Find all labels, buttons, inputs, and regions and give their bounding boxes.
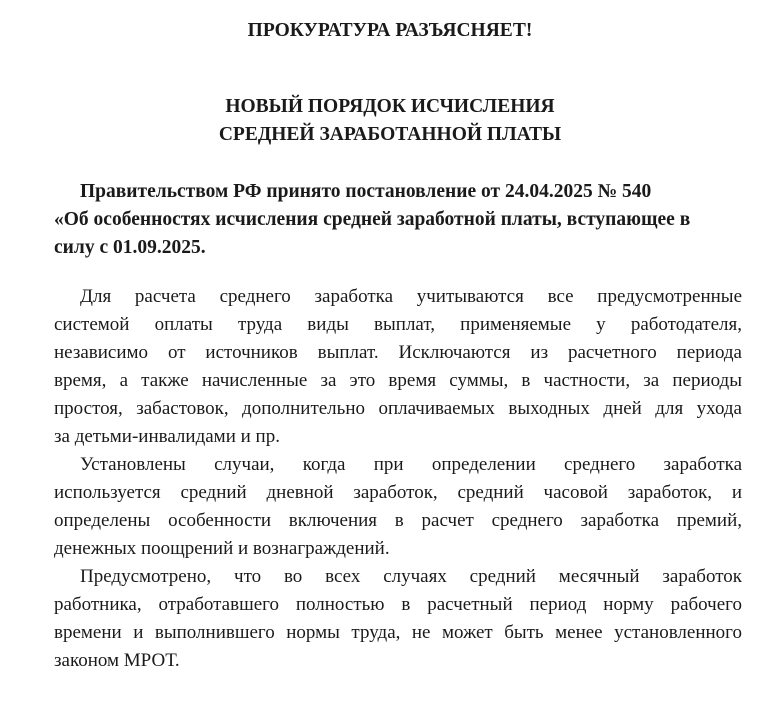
body-paragraph [54, 451, 742, 563]
subtitle-line: СРЕДНЕЙ ЗАРАБОТАННОЙ ПЛАТЫ [218, 124, 562, 145]
paragraph-line: денежных поощрений и вознаграждений. [54, 538, 390, 559]
paragraph-line: время, а также начисленные за это время суммы, в частности, за периоды [54, 370, 742, 391]
paragraph-line: за детьми-инвалидами и пр. [54, 426, 280, 447]
lead-line: силу с 01.09.2025. [54, 237, 206, 258]
paragraph-line: Для расчета среднего заработка учитываются все предусмотренные [80, 286, 742, 307]
paragraph-line: используется средний дневной заработок, средний часовой заработок, и [54, 482, 742, 503]
paragraph-line: Установлены случаи, когда при определении среднего заработка [80, 454, 742, 475]
paragraph-line: законом МРОТ. [54, 650, 180, 671]
paragraph-line: простоя, забастовок, дополнительно оплачиваемых выходных дней для ухода [54, 398, 742, 419]
lead-line: «Об особенностях исчисления средней заработной платы, вступающее в [54, 209, 691, 230]
paragraph-line: определены особенности включения в расчет среднего заработка премий, [54, 510, 742, 531]
page-title: ПРОКУРАТУРА РАЗЪЯСНЯЕТ! [247, 20, 533, 41]
subtitle-line: НОВЫЙ ПОРЯДОК ИСЧИСЛЕНИЯ [225, 96, 555, 117]
paragraph-line: Предусмотрено, что во всех случаях средний месячный заработок [80, 566, 742, 587]
body-paragraph [54, 283, 742, 451]
paragraph-line: времени и выполнившего нормы труда, не может быть менее установленного [54, 622, 742, 643]
document-subtitle [0, 93, 780, 149]
paragraph-line: системой оплаты труда виды выплат, применяемые у работодателя, [54, 314, 742, 335]
paragraph-line: независимо от источников выплат. Исключаются из расчетного периода [54, 342, 742, 363]
lead-paragraph [54, 178, 738, 262]
lead-line: Правительством РФ принято постановление от 24.04.2025 № 540 [80, 181, 652, 202]
body-paragraph [54, 563, 742, 675]
paragraph-line: работника, отработавшего полностью в расчетный период норму рабочего [54, 594, 742, 615]
